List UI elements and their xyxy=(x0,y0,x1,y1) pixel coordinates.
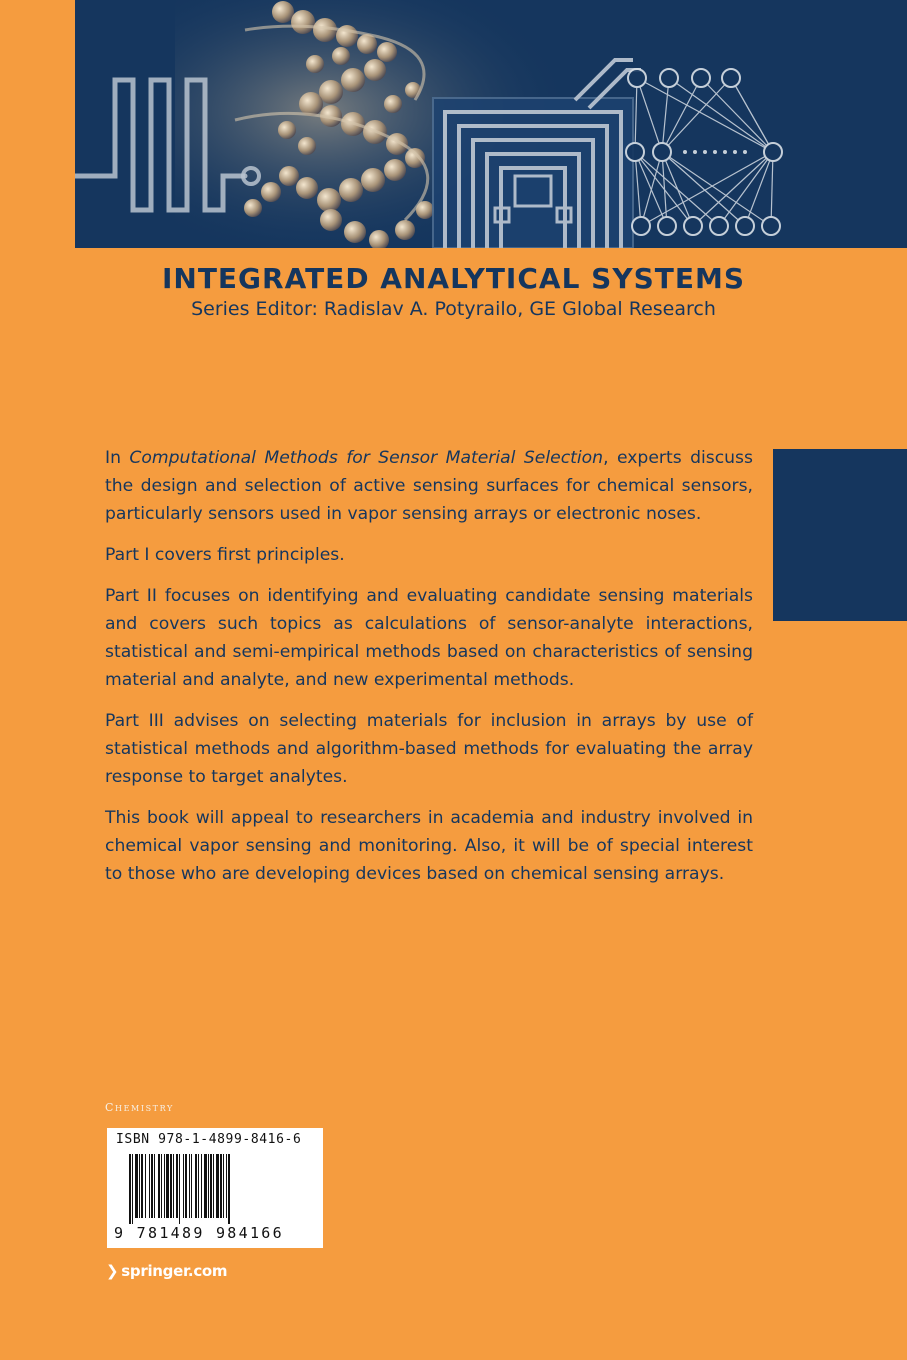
barcode-bar xyxy=(154,1154,155,1218)
barcode-bar xyxy=(220,1154,222,1218)
barcode-bar xyxy=(226,1154,227,1218)
banner-artwork xyxy=(75,0,907,248)
barcode-bar xyxy=(173,1154,174,1218)
barcode-bar xyxy=(176,1154,178,1218)
barcode-bar xyxy=(161,1154,162,1218)
barcode-bar xyxy=(149,1154,150,1218)
barcode-bars xyxy=(107,1150,323,1224)
barcode-bar xyxy=(179,1154,180,1224)
intro-prefix: In xyxy=(105,448,130,468)
barcode-bar xyxy=(185,1154,187,1218)
cover-banner-illustration xyxy=(75,0,907,248)
barcode-bar xyxy=(183,1154,184,1218)
description-appeal: This book will appeal to researchers in academia and industry involved in chemical vapor sensing and monitoring. Also, it will be of special interest to those who are developing devices based on chemical sensing arrays. xyxy=(105,808,753,884)
isbn-barcode xyxy=(107,1128,323,1248)
description-part2: Part II focuses on identifying and evaluating candidate sensing materials and covers such topics as calculations of sensor-analyte interactions, statistical and semi-empirical methods based on characteristics of sensing material and analyte, and new experimental methods. xyxy=(105,586,753,690)
barcode-bar xyxy=(145,1154,146,1218)
description-intro xyxy=(105,444,753,528)
publisher-link[interactable] xyxy=(106,1262,227,1280)
barcode-bar xyxy=(216,1154,219,1218)
isbn-label: ISBN 978-1-4899-8416-6 xyxy=(116,1132,302,1147)
barcode-bar xyxy=(141,1154,143,1218)
barcode-bar xyxy=(170,1154,172,1218)
barcode-bar xyxy=(166,1154,169,1218)
chevron-right-icon: ❯ xyxy=(106,1262,119,1280)
intro-suffix: , experts discuss the design and selection of active sensing surfaces for chemical sensors, particularly sensors used in vapor sensing arrays or electronic noses. xyxy=(105,448,753,524)
barcode-bar xyxy=(135,1154,138,1218)
barcode-bar xyxy=(208,1154,209,1218)
barcode-bar xyxy=(210,1154,212,1218)
book-description xyxy=(105,444,753,901)
barcode-bar xyxy=(204,1154,207,1218)
series-title: INTEGRATED ANALYTICAL SYSTEMS xyxy=(161,262,746,295)
book-title: Computational Methods for Sensor Material Selection xyxy=(129,448,604,468)
description-part3: Part III advises on selecting materials for inclusion in arrays by use of statistical methods and algorithm-based methods for evaluating the array response to target analytes. xyxy=(105,711,753,787)
barcode-bar xyxy=(201,1154,202,1218)
barcode-bar xyxy=(139,1154,140,1218)
barcode-digits: 9 781489 984166 xyxy=(114,1224,284,1242)
barcode-bar xyxy=(195,1154,197,1218)
publisher-url: springer.com xyxy=(121,1262,228,1280)
barcode-bar xyxy=(223,1154,224,1218)
barcode-bar xyxy=(198,1154,199,1218)
description-part1: Part I covers first principles. xyxy=(105,545,345,565)
barcode-bar xyxy=(158,1154,160,1218)
barcode-bar xyxy=(129,1154,131,1224)
decorative-side-block xyxy=(773,449,907,621)
barcode-bar xyxy=(164,1154,165,1218)
barcode-bar xyxy=(228,1154,230,1224)
barcode-bar xyxy=(213,1154,214,1218)
subject-category: Chemistry xyxy=(105,1101,174,1114)
barcode-bar xyxy=(189,1154,190,1218)
barcode-bar xyxy=(191,1154,192,1218)
barcode-bar xyxy=(132,1154,133,1224)
series-editor: Series Editor: Radislav A. Potyrailo, GE Global Research xyxy=(191,298,716,320)
barcode-bar xyxy=(151,1154,153,1218)
